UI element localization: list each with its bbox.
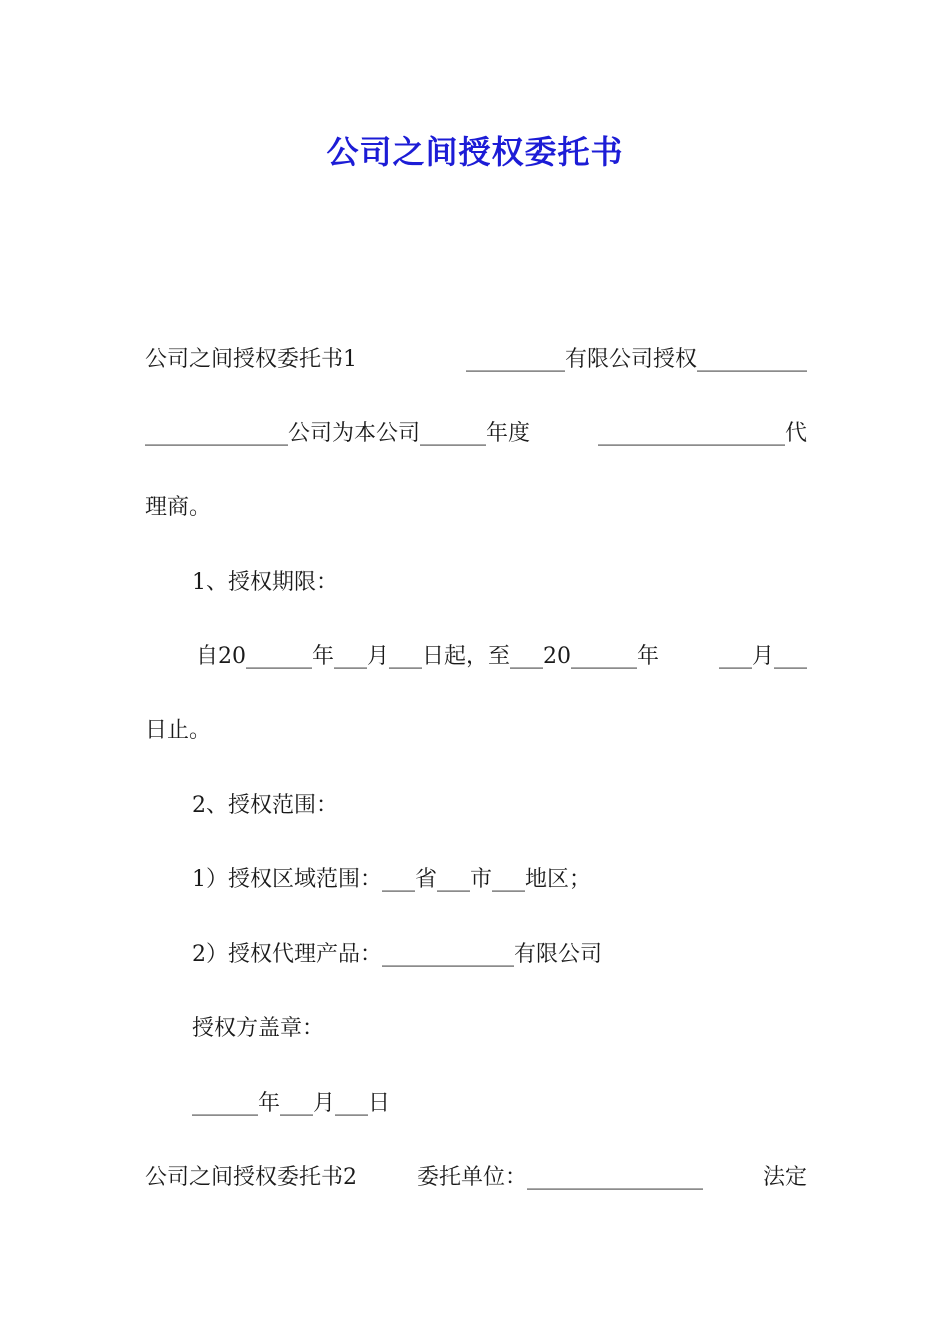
term-line-right: ___月___ bbox=[718, 644, 807, 669]
section1-heading: 公司之间授权委托书1 bbox=[145, 347, 357, 372]
term-line bbox=[196, 637, 807, 677]
date-line: ______年___月___日 bbox=[192, 1091, 391, 1116]
term-end: 日止。 bbox=[145, 718, 212, 743]
section1-line2-right: _________________代 bbox=[597, 421, 807, 446]
scope-heading: 2、授权范围： bbox=[192, 793, 338, 818]
term-heading: 1、授权期限： bbox=[192, 570, 338, 595]
section2-client: 委托单位：________________ bbox=[416, 1165, 703, 1190]
scope-region: 1）授权区域范围：___省___市___地区； bbox=[192, 867, 591, 892]
section1-line1 bbox=[145, 340, 807, 380]
section2-line1 bbox=[145, 1158, 807, 1198]
document-title: 公司之间授权委托书 bbox=[326, 133, 624, 171]
scope-product: 2）授权代理产品：____________有限公司 bbox=[192, 942, 602, 967]
section1-line3: 理商。 bbox=[145, 495, 212, 520]
section2-heading: 公司之间授权委托书2 bbox=[145, 1165, 357, 1190]
section2-legal: 法定 bbox=[762, 1165, 807, 1190]
seal-label: 授权方盖章： bbox=[192, 1016, 325, 1041]
section1-line2 bbox=[145, 414, 807, 454]
section1-line2-left: _____________公司为本公司______年度 bbox=[145, 421, 531, 446]
term-line-left: 自20______年___月___日起，至___20______年 bbox=[196, 644, 659, 669]
section1-line1-text: _________有限公司授权__________ bbox=[465, 347, 807, 372]
